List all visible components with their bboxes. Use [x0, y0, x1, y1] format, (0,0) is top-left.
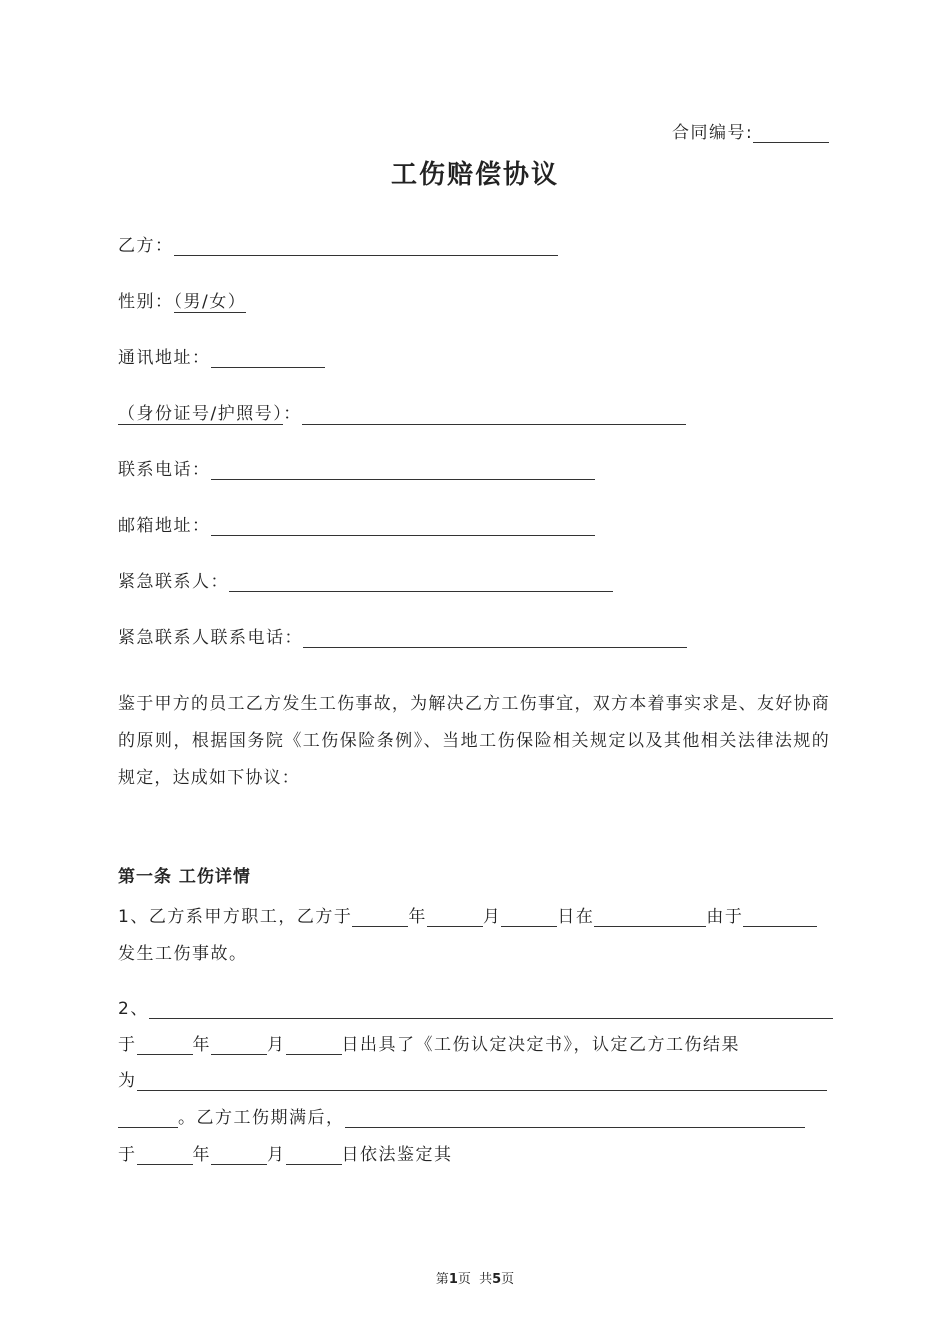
item2-authority-field[interactable] [149, 998, 833, 1019]
day-text: 日在 [557, 907, 595, 927]
party-b-field[interactable] [174, 235, 558, 256]
contract-number-label: 合同编号: [672, 123, 754, 143]
item1-year-field[interactable] [352, 906, 408, 927]
emergency-contact-row [118, 567, 613, 592]
by-text: 由于 [706, 907, 744, 927]
year-text: 年 [192, 1035, 211, 1055]
item2-appraiser-field[interactable] [345, 1107, 805, 1128]
item1-prefix: 1、乙方系甲方职工，乙方于 [118, 907, 353, 927]
page-number: 1 [448, 1272, 458, 1287]
year-text: 年 [192, 1145, 211, 1165]
item1-day-field[interactable] [501, 906, 557, 927]
month-text: 月 [267, 1145, 286, 1165]
party-b-row [118, 231, 558, 256]
yu-text: 于 [118, 1145, 137, 1165]
email-row [118, 511, 595, 536]
item1-cause-field[interactable] [743, 906, 817, 927]
phone-field[interactable] [211, 459, 595, 480]
page-suffix: 页 [501, 1272, 515, 1287]
article-1-item-1-line2: 发生工伤事故。 [118, 944, 248, 964]
phone-row [118, 455, 595, 480]
issued-text: 日出具了《工伤认定决定书》，认定乙方工伤结果 [341, 1035, 740, 1055]
address-field[interactable] [211, 347, 325, 368]
page-footer [0, 1268, 950, 1287]
wei-text: 为 [118, 1071, 137, 1091]
contract-number-field[interactable] [753, 122, 829, 143]
item2-line5 [118, 1140, 453, 1165]
emergency-contact-field[interactable] [229, 571, 613, 592]
id-colon: ： [283, 404, 302, 424]
item2-month-field[interactable] [211, 1034, 267, 1055]
item2-month-field-2[interactable] [211, 1144, 267, 1165]
emergency-phone-row [118, 623, 687, 648]
item2-line3 [118, 1066, 827, 1091]
year-text: 年 [408, 907, 427, 927]
article-1-item-1 [118, 902, 817, 927]
preamble-paragraph: 鉴于甲方的员工乙方发生工伤事故，为解决乙方工伤事宜，双方本着事实求是、友好协商的原则，根据国务院《工伤保险条例》、当地工伤保险相关规定以及其他相关法律法规的规定，达成如下协议： [118, 694, 830, 788]
page-mid: 页 共 [457, 1272, 493, 1287]
address-row [118, 343, 325, 368]
phone-label: 联系电话： [118, 460, 211, 480]
gender-row [118, 287, 246, 312]
item1-month-field[interactable] [427, 906, 483, 927]
item2-year-field[interactable] [137, 1034, 193, 1055]
item2-prefix: 2、 [118, 999, 149, 1019]
item1-place-field[interactable] [594, 906, 706, 927]
address-label: 通讯地址： [118, 348, 211, 368]
emergency-phone-field[interactable] [303, 627, 687, 648]
appraise-text: 日依法鉴定其 [341, 1145, 453, 1165]
item2-line4 [118, 1103, 805, 1128]
month-text: 月 [482, 907, 502, 927]
email-field[interactable] [211, 515, 595, 536]
id-field[interactable] [302, 404, 686, 425]
item2-line2 [118, 1030, 740, 1055]
page-prefix: 第 [435, 1272, 449, 1287]
document-title: 工伤赔偿协议 [390, 160, 559, 190]
email-label: 邮箱地址： [118, 516, 211, 536]
page-total: 5 [492, 1272, 502, 1287]
party-b-label: 乙方： [118, 236, 174, 256]
yu-text: 于 [118, 1035, 137, 1055]
id-row [118, 399, 686, 425]
emergency-contact-label: 紧急联系人： [118, 572, 229, 592]
id-label: （身份证号/护照号） [118, 404, 284, 424]
contract-number [672, 118, 829, 143]
month-text: 月 [267, 1035, 286, 1055]
emergency-phone-label: 紧急联系人联系电话： [118, 628, 303, 648]
item2-result-field-2[interactable] [118, 1107, 178, 1128]
item2-day-field[interactable] [286, 1034, 342, 1055]
gender-value[interactable]: （男/女） [173, 292, 247, 312]
item2-day-field-2[interactable] [286, 1144, 342, 1165]
article-1-item-2 [118, 994, 833, 1019]
item2-result-field[interactable] [137, 1070, 827, 1091]
gender-label: 性别： [118, 292, 174, 312]
article-1-heading: 第一条 工伤详情 [118, 867, 251, 887]
item2-year-field-2[interactable] [137, 1144, 193, 1165]
after-text: 。乙方工伤期满后， [178, 1108, 345, 1128]
